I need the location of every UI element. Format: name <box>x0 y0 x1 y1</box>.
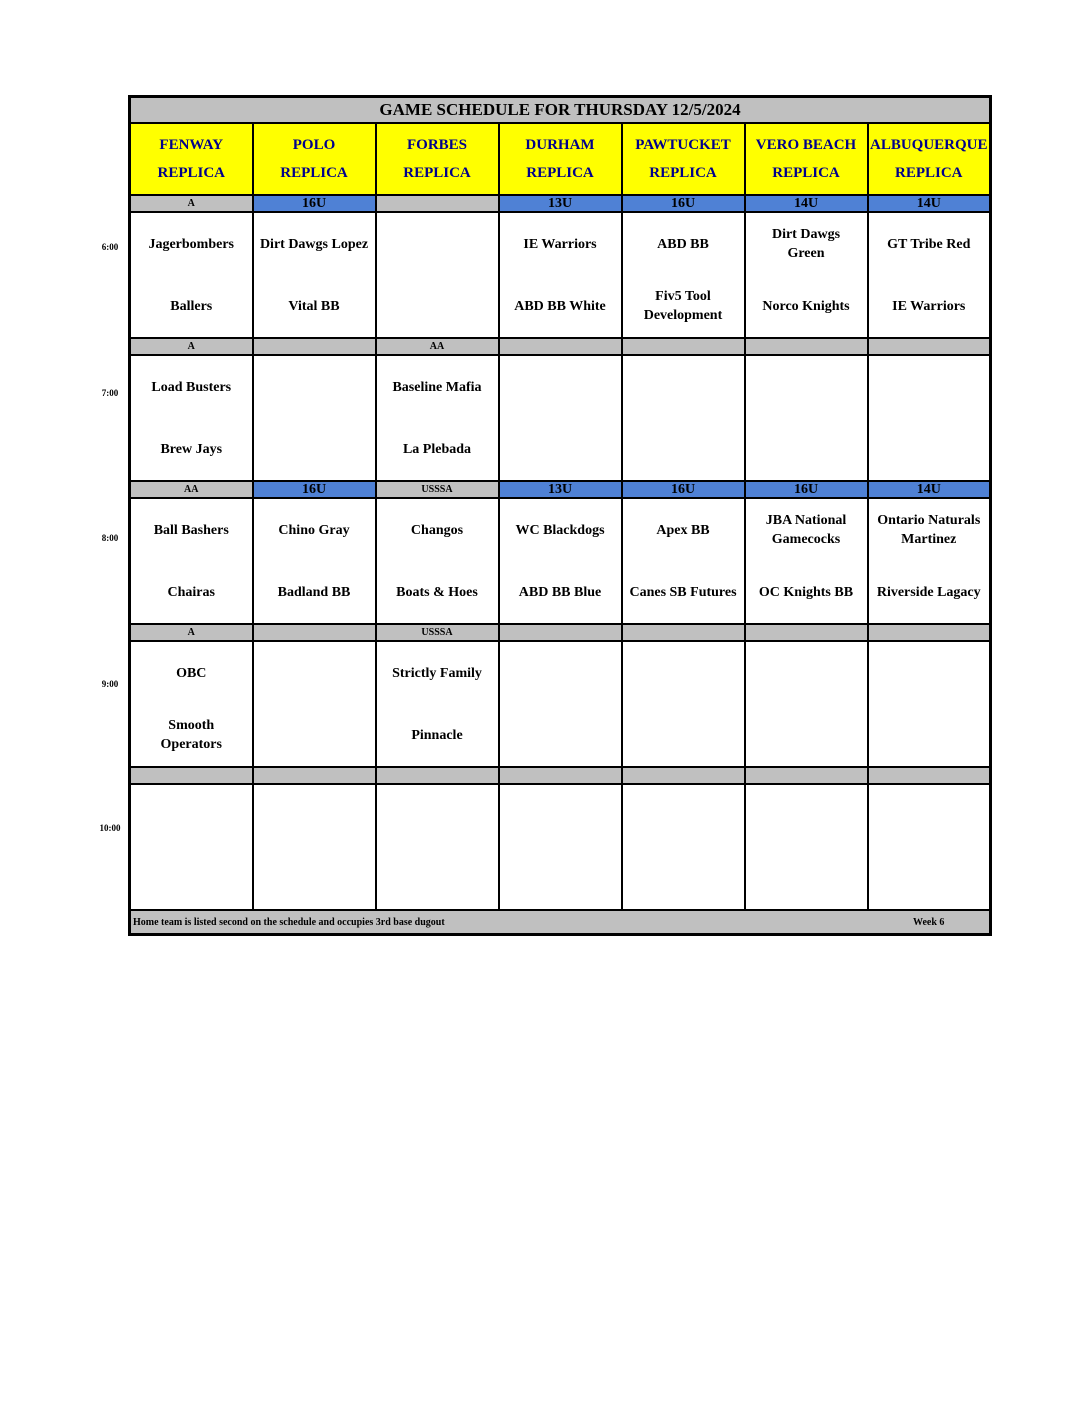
division-label <box>376 195 499 212</box>
home-team <box>500 418 621 480</box>
home-team: Ballers <box>170 298 213 314</box>
away-team <box>746 356 867 418</box>
game-cell <box>622 641 745 767</box>
away-team: Dirt Dawgs Lopez <box>259 236 369 252</box>
home-team <box>254 418 375 480</box>
division-label: 14U <box>745 195 868 212</box>
home-team <box>500 847 621 909</box>
division-label <box>622 767 745 784</box>
away-team <box>500 785 621 847</box>
game-cell <box>622 784 745 910</box>
footer <box>130 910 991 935</box>
field-subtitle: REPLICA <box>157 165 225 181</box>
game-cell <box>745 784 868 910</box>
time-label: 10:00 <box>99 823 121 833</box>
division-label: 16U <box>253 481 376 498</box>
away-team: WC Blackdogs <box>515 522 605 538</box>
game-cell <box>868 641 991 767</box>
away-team: Baseline Mafia <box>392 379 482 395</box>
division-label <box>253 338 376 355</box>
field-header <box>622 123 745 195</box>
home-team <box>500 704 621 766</box>
home-team: Smooth Operators <box>160 718 222 752</box>
away-team <box>254 356 375 418</box>
home-team <box>869 418 990 480</box>
week-label: Week 6 <box>913 917 945 928</box>
away-team: Load Busters <box>151 379 232 395</box>
game-cell <box>745 355 868 481</box>
away-team <box>131 785 252 847</box>
home-team: Brew Jays <box>160 441 223 457</box>
away-team <box>500 356 621 418</box>
game-cell <box>253 212 376 338</box>
away-team: Apex BB <box>656 522 710 538</box>
division-label: 13U <box>499 195 622 212</box>
home-team: ABD BB Blue <box>518 584 602 600</box>
division-label <box>745 624 868 641</box>
field-header-row <box>130 123 991 195</box>
game-cell <box>622 212 745 338</box>
division-label: 16U <box>622 195 745 212</box>
home-team: Boats & Hoes <box>396 584 478 600</box>
game-cell <box>868 498 991 624</box>
away-team: Changos <box>410 522 464 538</box>
division-label: AA <box>130 481 253 498</box>
away-team <box>746 785 867 847</box>
game-cell <box>130 498 253 624</box>
game-cell <box>745 212 868 338</box>
home-team <box>746 418 867 480</box>
field-header <box>499 123 622 195</box>
field-subtitle: REPLICA <box>280 165 348 181</box>
schedule-title: GAME SCHEDULE FOR THURSDAY 12/5/2024 <box>130 97 991 124</box>
home-team: Riverside Lagacy <box>876 584 981 600</box>
away-team <box>869 356 990 418</box>
game-cell <box>130 355 253 481</box>
division-label <box>745 767 868 784</box>
field-header <box>745 123 868 195</box>
away-team <box>254 785 375 847</box>
home-team-note: Home team is listed second on the schedule and occupies 3rd base dugout <box>133 917 445 928</box>
division-label: 14U <box>868 195 991 212</box>
game-cell <box>130 641 253 767</box>
game-cell <box>868 355 991 481</box>
division-label <box>622 338 745 355</box>
field-name: POLO <box>292 137 336 153</box>
home-team: ABD BB White <box>514 298 606 314</box>
division-label: A <box>130 195 253 212</box>
division-label: 14U <box>868 481 991 498</box>
field-name: DURHAM <box>525 137 595 153</box>
division-row <box>130 195 991 212</box>
game-cell <box>376 212 499 338</box>
game-cell <box>622 498 745 624</box>
schedule-table <box>128 95 992 936</box>
time-label: 6:00 <box>101 242 119 252</box>
away-team: ABD BB <box>657 236 709 252</box>
time-label: 8:00 <box>101 533 119 543</box>
division-label: 16U <box>253 195 376 212</box>
home-team: Fiv5 Tool Development <box>643 289 723 323</box>
away-team <box>623 785 744 847</box>
time-label: 9:00 <box>101 679 119 689</box>
field-header <box>130 123 253 195</box>
home-team: OC Knights BB <box>758 584 854 600</box>
home-team <box>869 847 990 909</box>
home-team <box>254 704 375 766</box>
away-team: Jagerbombers <box>148 236 235 252</box>
away-team <box>869 785 990 847</box>
division-label: AA <box>376 338 499 355</box>
field-subtitle: REPLICA <box>403 165 471 181</box>
division-label <box>499 767 622 784</box>
division-label <box>130 767 253 784</box>
division-row <box>130 767 991 784</box>
field-name: PAWTUCKET <box>635 137 731 153</box>
away-team: Chino Gray <box>278 522 350 538</box>
field-name: VERO BEACH <box>755 137 857 153</box>
home-team <box>746 704 867 766</box>
field-header <box>868 123 991 195</box>
game-cell <box>376 355 499 481</box>
home-team <box>623 704 744 766</box>
game-row <box>130 355 991 481</box>
away-team <box>623 356 744 418</box>
field-header <box>253 123 376 195</box>
home-team: Badland BB <box>277 584 351 600</box>
field-name: FORBES <box>406 137 467 153</box>
footer-row <box>130 910 991 935</box>
game-cell <box>499 641 622 767</box>
division-label <box>499 338 622 355</box>
away-team: OBC <box>176 665 207 681</box>
division-label: USSSA <box>376 624 499 641</box>
division-label <box>499 624 622 641</box>
home-team: Pinnacle <box>411 727 463 743</box>
away-team <box>254 642 375 704</box>
game-cell <box>745 641 868 767</box>
time-label: 7:00 <box>101 388 119 398</box>
game-cell <box>868 212 991 338</box>
division-label: A <box>130 338 253 355</box>
division-label <box>253 767 376 784</box>
game-row <box>130 784 991 910</box>
away-team <box>623 642 744 704</box>
field-name: ALBUQUERQUE <box>869 137 988 153</box>
away-team: JBA National Gamecocks <box>765 513 847 547</box>
field-subtitle: REPLICA <box>649 165 717 181</box>
home-team: Chairas <box>167 584 215 600</box>
home-team: Norco Knights <box>762 298 850 314</box>
game-cell <box>253 355 376 481</box>
home-team <box>377 847 498 909</box>
division-label <box>745 338 868 355</box>
field-name: FENWAY <box>159 137 224 153</box>
away-team <box>869 642 990 704</box>
division-label: A <box>130 624 253 641</box>
away-team: Ball Bashers <box>153 522 229 538</box>
away-team <box>377 785 498 847</box>
game-cell <box>253 784 376 910</box>
away-team <box>500 642 621 704</box>
home-team <box>254 847 375 909</box>
field-subtitle: REPLICA <box>772 165 840 181</box>
division-label <box>868 338 991 355</box>
division-label <box>253 624 376 641</box>
home-team <box>869 704 990 766</box>
division-label <box>622 624 745 641</box>
game-row <box>130 641 991 767</box>
game-cell <box>499 498 622 624</box>
game-cell <box>499 212 622 338</box>
game-cell <box>376 641 499 767</box>
division-label <box>376 767 499 784</box>
home-team: IE Warriors <box>892 298 966 314</box>
game-cell <box>376 498 499 624</box>
away-team: Ontario Naturals Martinez <box>877 513 981 547</box>
game-cell <box>253 641 376 767</box>
home-team <box>623 847 744 909</box>
division-row <box>130 624 991 641</box>
home-team <box>131 847 252 909</box>
game-cell <box>253 498 376 624</box>
away-team: IE Warriors <box>523 236 597 252</box>
home-team <box>746 847 867 909</box>
field-subtitle: REPLICA <box>526 165 594 181</box>
away-team: Strictly Family <box>392 665 482 681</box>
game-cell <box>745 498 868 624</box>
away-team: GT Tribe Red <box>887 236 971 252</box>
home-team <box>623 418 744 480</box>
game-cell <box>376 784 499 910</box>
home-team: La Plebada <box>402 441 472 457</box>
field-subtitle: REPLICA <box>894 165 963 181</box>
game-cell <box>130 212 253 338</box>
division-label: USSSA <box>376 481 499 498</box>
home-team <box>377 275 498 337</box>
game-cell <box>499 784 622 910</box>
away-team <box>746 642 867 704</box>
division-row <box>130 338 991 355</box>
game-cell <box>868 784 991 910</box>
game-cell <box>499 355 622 481</box>
game-row <box>130 212 991 338</box>
division-label: 16U <box>622 481 745 498</box>
division-label: 13U <box>499 481 622 498</box>
division-label <box>868 624 991 641</box>
game-cell <box>130 784 253 910</box>
home-team: Vital BB <box>288 298 340 314</box>
division-row <box>130 481 991 498</box>
away-team <box>377 213 498 275</box>
game-row <box>130 498 991 624</box>
division-label <box>868 767 991 784</box>
away-team: Dirt Dawgs Green <box>771 227 841 261</box>
game-cell <box>622 355 745 481</box>
division-label: 16U <box>745 481 868 498</box>
field-header <box>376 123 499 195</box>
home-team: Canes SB Futures <box>629 584 737 600</box>
